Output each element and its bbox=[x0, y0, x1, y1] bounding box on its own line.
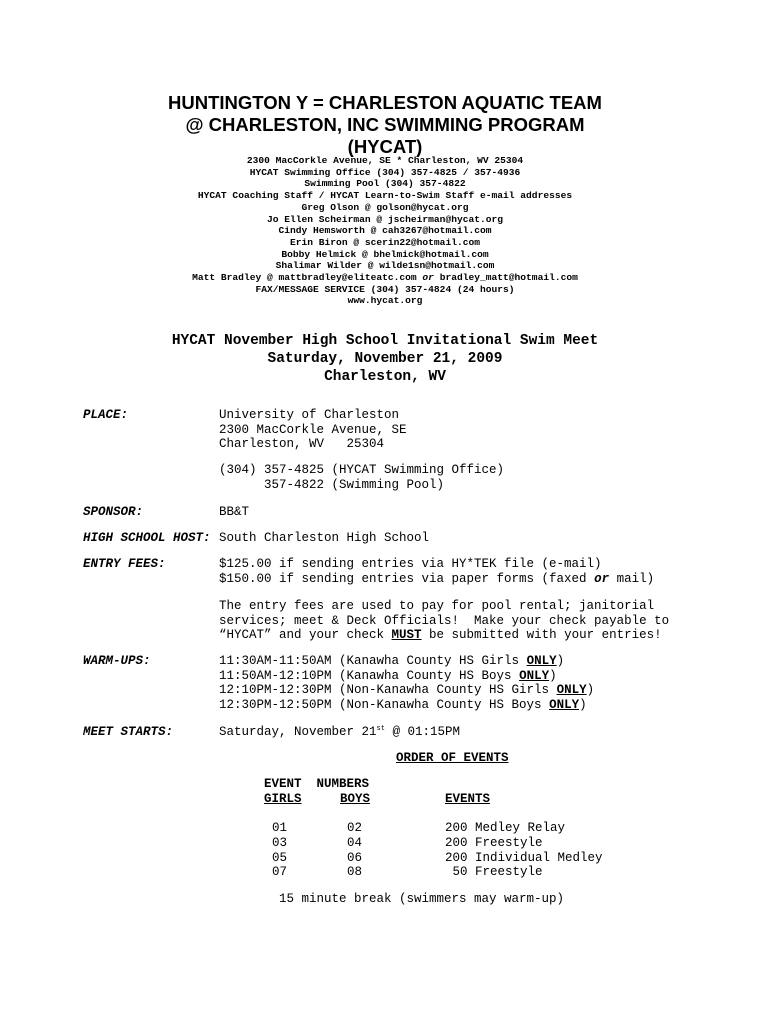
list-item: 200 Freestyle bbox=[445, 835, 543, 850]
entry-fees-note: The entry fees are used to pay for pool rental; janitorial services; meet & Deck Officials! Make your check payable to “HYCAT” and your check MUST be submitted with your entries! bbox=[219, 599, 670, 643]
sponsor-value: BB&T bbox=[219, 505, 250, 519]
title-line-3: (HYCAT) bbox=[347, 136, 423, 157]
list-item: 08 bbox=[347, 865, 363, 880]
staff-email: Cindy Hemsworth @ cah3267@hotmail.com bbox=[278, 225, 492, 237]
list-item: 01 bbox=[272, 821, 288, 835]
meet-starts-value: Saturday, November 21st @ 01:15PM bbox=[219, 724, 460, 739]
entry-fees-label: ENTRY FEES: bbox=[83, 557, 166, 571]
list-item: 05 bbox=[272, 850, 288, 865]
list-item: 200 Individual Medley bbox=[445, 850, 603, 865]
events-column-heading: EVENTS bbox=[445, 792, 491, 806]
event-numbers-heading: EVENT NUMBERS bbox=[264, 777, 370, 791]
boys-event-numbers bbox=[347, 821, 362, 880]
event-names bbox=[445, 821, 603, 880]
girls-event-numbers bbox=[272, 821, 287, 880]
break-note: 15 minute break (swimmers may warm-up) bbox=[279, 892, 565, 906]
title-line-2: @ CHARLESTON, INC SWIMMING PROGRAM bbox=[185, 114, 585, 135]
entry-fees-values: $125.00 if sending entries via HY*TEK file (e-mail) $150.00 if sending entries via paper forms (faxed or mail) bbox=[219, 557, 655, 586]
list-item: 03 bbox=[272, 835, 288, 850]
sponsor-label: SPONSOR: bbox=[83, 505, 144, 519]
meet-location: Charleston, WV bbox=[324, 369, 446, 385]
girls-column-heading: GIRLS bbox=[264, 792, 302, 806]
title-line-1: HUNTINGTON Y = CHARLESTON AQUATIC TEAM bbox=[168, 92, 602, 113]
fax-line: FAX/MESSAGE SERVICE (304) 357-4824 (24 hours) bbox=[255, 283, 515, 295]
warmups-label: WARM-UPS: bbox=[83, 654, 151, 668]
meet-starts-label: MEET STARTS: bbox=[83, 725, 174, 739]
staff-email: Erin Biron @ scerin22@hotmail.com bbox=[290, 236, 480, 248]
list-item: 04 bbox=[347, 835, 363, 850]
place-address: University of Charleston 2300 MacCorkle Avenue, SE Charleston, WV 25304 bbox=[219, 408, 407, 452]
staff-email: Shalimar Wilder @ wilde1sn@hotmail.com bbox=[275, 260, 495, 272]
list-item: 07 bbox=[272, 865, 288, 880]
host-label: HIGH SCHOOL HOST: bbox=[83, 531, 211, 545]
boys-column-heading: BOYS bbox=[340, 792, 371, 806]
staff-email: Bobby Helmick @ bhelmick@hotmail.com bbox=[281, 248, 489, 260]
list-item: 02 bbox=[347, 821, 363, 835]
meet-date: Saturday, November 21, 2009 bbox=[267, 351, 503, 367]
list-item: 50 Freestyle bbox=[445, 865, 543, 880]
document-header bbox=[0, 92, 770, 158]
staff-email: Greg Olson @ golson@hycat.org bbox=[301, 201, 469, 213]
staff-email-bradley: Matt Bradley @ mattbradley@eliteatc.com or bradley_matt@hotmail.com bbox=[192, 272, 578, 284]
place-label: PLACE: bbox=[83, 408, 129, 422]
warmups-schedule: 11:30AM-11:50AM (Kanawha County HS Girls ONLY) 11:50AM-12:10PM (Kanawha County HS Boys ONLY) 12:10PM-12:30PM (Non-Kanawha County HS Girls ONLY) 12:30PM-12:50PM (Non-Kanawha County HS Boys ONLY) bbox=[219, 654, 595, 712]
host-value: South Charleston High School bbox=[219, 531, 430, 545]
meet-name: HYCAT November High School Invitational Swim Meet bbox=[171, 333, 599, 349]
pool-phone-line: Swimming Pool (304) 357-4822 bbox=[304, 178, 466, 190]
website-line: www.hycat.org bbox=[347, 295, 423, 307]
address-line: 2300 MacCorkle Avenue, SE * Charleston, WV 25304 bbox=[246, 155, 524, 166]
place-phones: (304) 357-4825 (HYCAT Swimming Office) 357-4822 (Swimming Pool) bbox=[219, 463, 505, 492]
office-phone-line: HYCAT Swimming Office (304) 357-4825 / 357-4936 bbox=[249, 166, 521, 178]
staff-email: Jo Ellen Scheirman @ jscheirman@hycat.org bbox=[266, 213, 504, 225]
order-of-events-title: ORDER OF EVENTS bbox=[396, 751, 509, 765]
list-item: 200 Medley Relay bbox=[445, 821, 566, 835]
list-item: 06 bbox=[347, 850, 363, 865]
meet-title-block bbox=[0, 332, 770, 386]
staff-heading: HYCAT Coaching Staff / HYCAT Learn-to-Swim Staff e-mail addresses bbox=[197, 190, 573, 202]
contact-block bbox=[0, 155, 770, 307]
